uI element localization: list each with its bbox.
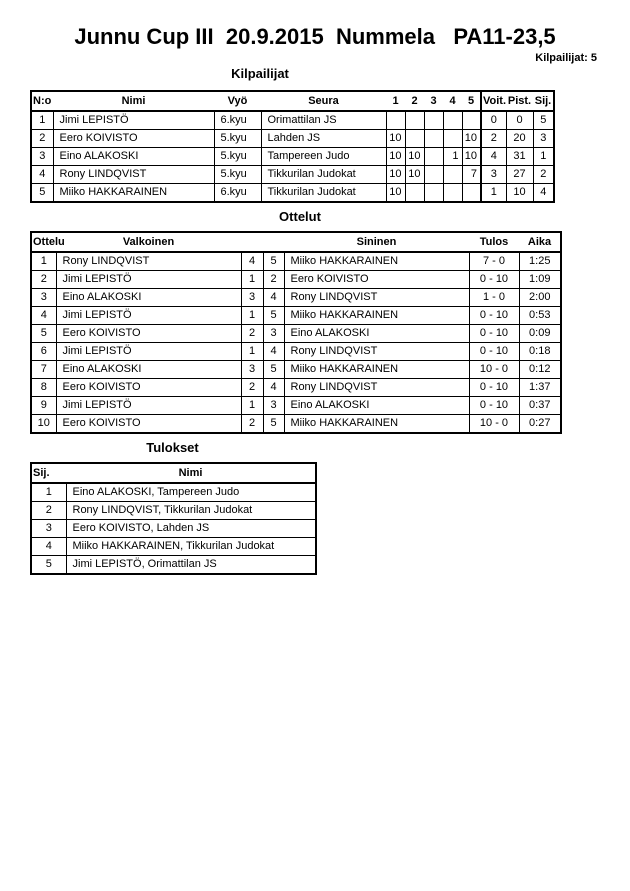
cell-blue-no: 5 bbox=[263, 252, 284, 271]
col-header-aika: Aika bbox=[519, 232, 561, 252]
col-header-voit: Voit. bbox=[481, 91, 506, 111]
cell-rank: 1 bbox=[31, 483, 66, 502]
cell-blue-name: Rony LINDQVIST bbox=[284, 289, 469, 307]
col-header-sij: Sij. bbox=[31, 463, 66, 483]
cell-blue-name: Rony LINDQVIST bbox=[284, 379, 469, 397]
cell-blue-no: 3 bbox=[263, 397, 284, 415]
cell-result: 0 - 10 bbox=[469, 379, 519, 397]
cell-blue-name: Eino ALAKOSKI bbox=[284, 325, 469, 343]
cell-blue-no: 5 bbox=[263, 307, 284, 325]
cell-score-1: 10 bbox=[386, 166, 405, 184]
cell-match-no: 4 bbox=[31, 307, 56, 325]
cell-white-name: Rony LINDQVIST bbox=[56, 252, 241, 271]
cell-nimi: Miiko HAKKARAINEN bbox=[53, 184, 214, 203]
cell-score-3 bbox=[424, 148, 443, 166]
cell-blue-name: Miiko HAKKARAINEN bbox=[284, 361, 469, 379]
cell-score-5: 10 bbox=[462, 148, 481, 166]
cell-voit: 4 bbox=[481, 148, 506, 166]
col-header-round-1: 1 bbox=[386, 91, 405, 111]
table-row bbox=[31, 325, 561, 343]
col-header-vyo: Vyö bbox=[214, 91, 261, 111]
table-row bbox=[31, 556, 316, 575]
cell-white-no: 2 bbox=[241, 415, 263, 434]
cell-match-no: 5 bbox=[31, 325, 56, 343]
table-row bbox=[31, 343, 561, 361]
table-row bbox=[31, 148, 554, 166]
col-header-pist: Pist. bbox=[506, 91, 533, 111]
cell-score-3 bbox=[424, 111, 443, 130]
competitors-count: Kilpailijat: 5 bbox=[535, 52, 597, 64]
col-header-seura: Seura bbox=[261, 91, 386, 111]
cell-match-no: 6 bbox=[31, 343, 56, 361]
cell-blue-no: 5 bbox=[263, 415, 284, 434]
table-row bbox=[31, 166, 554, 184]
cell-score-1 bbox=[386, 111, 405, 130]
cell-result: 10 - 0 bbox=[469, 361, 519, 379]
cell-score-5 bbox=[462, 184, 481, 203]
cell-blue-no: 5 bbox=[263, 361, 284, 379]
cell-blue-no: 4 bbox=[263, 343, 284, 361]
cell-name-club: Eero KOIVISTO, Lahden JS bbox=[66, 520, 316, 538]
cell-score-4 bbox=[443, 111, 462, 130]
kilpailijat-header-row bbox=[31, 91, 554, 111]
cell-score-1: 10 bbox=[386, 130, 405, 148]
cell-pist: 27 bbox=[506, 166, 533, 184]
col-header-valkoinen: Valkoinen bbox=[56, 232, 241, 252]
cell-pist: 10 bbox=[506, 184, 533, 203]
cell-nimi: Eero KOIVISTO bbox=[53, 130, 214, 148]
cell-score-2: 10 bbox=[405, 148, 424, 166]
cell-result: 10 - 0 bbox=[469, 415, 519, 434]
ottelut-table bbox=[30, 231, 562, 434]
cell-result: 1 - 0 bbox=[469, 289, 519, 307]
col-header-tulos: Tulos bbox=[469, 232, 519, 252]
cell-rank: 4 bbox=[31, 538, 66, 556]
cell-no: 5 bbox=[31, 184, 53, 203]
cell-score-3 bbox=[424, 130, 443, 148]
ottelut-heading: Ottelut bbox=[279, 209, 321, 224]
table-row bbox=[31, 379, 561, 397]
cell-voit: 3 bbox=[481, 166, 506, 184]
cell-seura: Tikkurilan Judokat bbox=[261, 184, 386, 203]
cell-score-1: 10 bbox=[386, 148, 405, 166]
cell-name-club: Jimi LEPISTÖ, Orimattilan JS bbox=[66, 556, 316, 575]
cell-blue-name: Rony LINDQVIST bbox=[284, 343, 469, 361]
cell-sij: 5 bbox=[533, 111, 554, 130]
cell-white-no: 1 bbox=[241, 397, 263, 415]
cell-seura: Orimattilan JS bbox=[261, 111, 386, 130]
cell-name-club: Eino ALAKOSKI, Tampereen Judo bbox=[66, 483, 316, 502]
table-row bbox=[31, 111, 554, 130]
cell-white-no: 2 bbox=[241, 325, 263, 343]
cell-rank: 5 bbox=[31, 556, 66, 575]
cell-score-1: 10 bbox=[386, 184, 405, 203]
kilpailijat-table bbox=[30, 90, 555, 203]
cell-white-name: Jimi LEPISTÖ bbox=[56, 397, 241, 415]
cell-score-2 bbox=[405, 130, 424, 148]
cell-pist: 0 bbox=[506, 111, 533, 130]
tulokset-table bbox=[30, 462, 317, 575]
cell-score-4 bbox=[443, 184, 462, 203]
cell-blue-name: Eero KOIVISTO bbox=[284, 271, 469, 289]
cell-voit: 0 bbox=[481, 111, 506, 130]
cell-time: 0:09 bbox=[519, 325, 561, 343]
cell-score-5: 7 bbox=[462, 166, 481, 184]
tulokset-heading: Tulokset bbox=[146, 440, 199, 455]
cell-score-3 bbox=[424, 166, 443, 184]
cell-time: 0:27 bbox=[519, 415, 561, 434]
cell-vyo: 5.kyu bbox=[214, 130, 261, 148]
ottelut-header-row bbox=[31, 232, 561, 252]
table-row bbox=[31, 483, 316, 502]
col-header-nimi: Nimi bbox=[53, 91, 214, 111]
cell-seura: Lahden JS bbox=[261, 130, 386, 148]
cell-time: 0:37 bbox=[519, 397, 561, 415]
cell-score-4 bbox=[443, 130, 462, 148]
cell-white-name: Eero KOIVISTO bbox=[56, 325, 241, 343]
cell-white-name: Jimi LEPISTÖ bbox=[56, 307, 241, 325]
cell-blue-no: 4 bbox=[263, 289, 284, 307]
cell-score-5: 10 bbox=[462, 130, 481, 148]
cell-score-3 bbox=[424, 184, 443, 203]
table-row bbox=[31, 252, 561, 271]
table-row bbox=[31, 415, 561, 434]
cell-white-no: 1 bbox=[241, 343, 263, 361]
cell-white-no: 4 bbox=[241, 252, 263, 271]
cell-pist: 31 bbox=[506, 148, 533, 166]
col-header-sij: Sij. bbox=[533, 91, 554, 111]
table-row bbox=[31, 289, 561, 307]
cell-no: 3 bbox=[31, 148, 53, 166]
cell-match-no: 7 bbox=[31, 361, 56, 379]
cell-blue-name: Miiko HAKKARAINEN bbox=[284, 415, 469, 434]
col-header-round-5: 5 bbox=[462, 91, 481, 111]
cell-result: 0 - 10 bbox=[469, 397, 519, 415]
table-row bbox=[31, 538, 316, 556]
table-row bbox=[31, 502, 316, 520]
cell-score-4: 1 bbox=[443, 148, 462, 166]
col-header-round-2: 2 bbox=[405, 91, 424, 111]
cell-voit: 2 bbox=[481, 130, 506, 148]
cell-time: 1:37 bbox=[519, 379, 561, 397]
table-row bbox=[31, 271, 561, 289]
table-row bbox=[31, 397, 561, 415]
cell-rank: 3 bbox=[31, 520, 66, 538]
cell-vyo: 5.kyu bbox=[214, 148, 261, 166]
cell-score-2 bbox=[405, 184, 424, 203]
cell-vyo: 6.kyu bbox=[214, 184, 261, 203]
cell-score-2: 10 bbox=[405, 166, 424, 184]
cell-result: 0 - 10 bbox=[469, 343, 519, 361]
cell-vyo: 5.kyu bbox=[214, 166, 261, 184]
cell-white-name: Jimi LEPISTÖ bbox=[56, 271, 241, 289]
cell-white-no: 3 bbox=[241, 289, 263, 307]
cell-match-no: 2 bbox=[31, 271, 56, 289]
cell-white-no: 3 bbox=[241, 361, 263, 379]
cell-blue-name: Eino ALAKOSKI bbox=[284, 397, 469, 415]
cell-sij: 3 bbox=[533, 130, 554, 148]
page-title: Junnu Cup III 20.9.2015 Nummela PA11-23,5 bbox=[74, 24, 556, 49]
cell-white-name: Eino ALAKOSKI bbox=[56, 361, 241, 379]
cell-vyo: 6.kyu bbox=[214, 111, 261, 130]
cell-result: 0 - 10 bbox=[469, 325, 519, 343]
cell-blue-no: 2 bbox=[263, 271, 284, 289]
col-header-round-3: 3 bbox=[424, 91, 443, 111]
cell-nimi: Rony LINDQVIST bbox=[53, 166, 214, 184]
cell-white-no: 2 bbox=[241, 379, 263, 397]
cell-white-no: 1 bbox=[241, 271, 263, 289]
cell-result: 0 - 10 bbox=[469, 307, 519, 325]
cell-time: 0:18 bbox=[519, 343, 561, 361]
col-header-sininen: Sininen bbox=[284, 232, 469, 252]
cell-sij: 4 bbox=[533, 184, 554, 203]
cell-no: 2 bbox=[31, 130, 53, 148]
cell-no: 4 bbox=[31, 166, 53, 184]
kilpailijat-heading: Kilpailijat bbox=[231, 66, 289, 81]
cell-pist: 20 bbox=[506, 130, 533, 148]
cell-match-no: 9 bbox=[31, 397, 56, 415]
table-row bbox=[31, 361, 561, 379]
col-header-no: N:o bbox=[31, 91, 53, 111]
cell-time: 1:25 bbox=[519, 252, 561, 271]
col-header-ottelu: Ottelu bbox=[31, 232, 56, 252]
col-header-blue-no bbox=[263, 232, 284, 252]
cell-score-4 bbox=[443, 166, 462, 184]
cell-match-no: 3 bbox=[31, 289, 56, 307]
cell-nimi: Jimi LEPISTÖ bbox=[53, 111, 214, 130]
cell-seura: Tikkurilan Judokat bbox=[261, 166, 386, 184]
cell-match-no: 8 bbox=[31, 379, 56, 397]
cell-score-5 bbox=[462, 111, 481, 130]
col-header-nimi: Nimi bbox=[66, 463, 316, 483]
cell-match-no: 1 bbox=[31, 252, 56, 271]
cell-match-no: 10 bbox=[31, 415, 56, 434]
table-row bbox=[31, 307, 561, 325]
cell-name-club: Miiko HAKKARAINEN, Tikkurilan Judokat bbox=[66, 538, 316, 556]
cell-time: 0:53 bbox=[519, 307, 561, 325]
cell-white-name: Eero KOIVISTO bbox=[56, 415, 241, 434]
cell-blue-no: 3 bbox=[263, 325, 284, 343]
cell-result: 0 - 10 bbox=[469, 271, 519, 289]
tulokset-header-row bbox=[31, 463, 316, 483]
cell-white-name: Eero KOIVISTO bbox=[56, 379, 241, 397]
cell-voit: 1 bbox=[481, 184, 506, 203]
cell-rank: 2 bbox=[31, 502, 66, 520]
cell-seura: Tampereen Judo bbox=[261, 148, 386, 166]
cell-time: 1:09 bbox=[519, 271, 561, 289]
table-row bbox=[31, 130, 554, 148]
cell-time: 0:12 bbox=[519, 361, 561, 379]
col-header-white-no bbox=[241, 232, 263, 252]
table-row bbox=[31, 184, 554, 203]
cell-blue-name: Miiko HAKKARAINEN bbox=[284, 252, 469, 271]
cell-sij: 1 bbox=[533, 148, 554, 166]
cell-white-name: Eino ALAKOSKI bbox=[56, 289, 241, 307]
cell-result: 7 - 0 bbox=[469, 252, 519, 271]
cell-nimi: Eino ALAKOSKI bbox=[53, 148, 214, 166]
cell-no: 1 bbox=[31, 111, 53, 130]
table-row bbox=[31, 520, 316, 538]
cell-name-club: Rony LINDQVIST, Tikkurilan Judokat bbox=[66, 502, 316, 520]
cell-blue-name: Miiko HAKKARAINEN bbox=[284, 307, 469, 325]
cell-white-no: 1 bbox=[241, 307, 263, 325]
cell-white-name: Jimi LEPISTÖ bbox=[56, 343, 241, 361]
col-header-round-4: 4 bbox=[443, 91, 462, 111]
cell-time: 2:00 bbox=[519, 289, 561, 307]
cell-sij: 2 bbox=[533, 166, 554, 184]
cell-score-2 bbox=[405, 111, 424, 130]
cell-blue-no: 4 bbox=[263, 379, 284, 397]
